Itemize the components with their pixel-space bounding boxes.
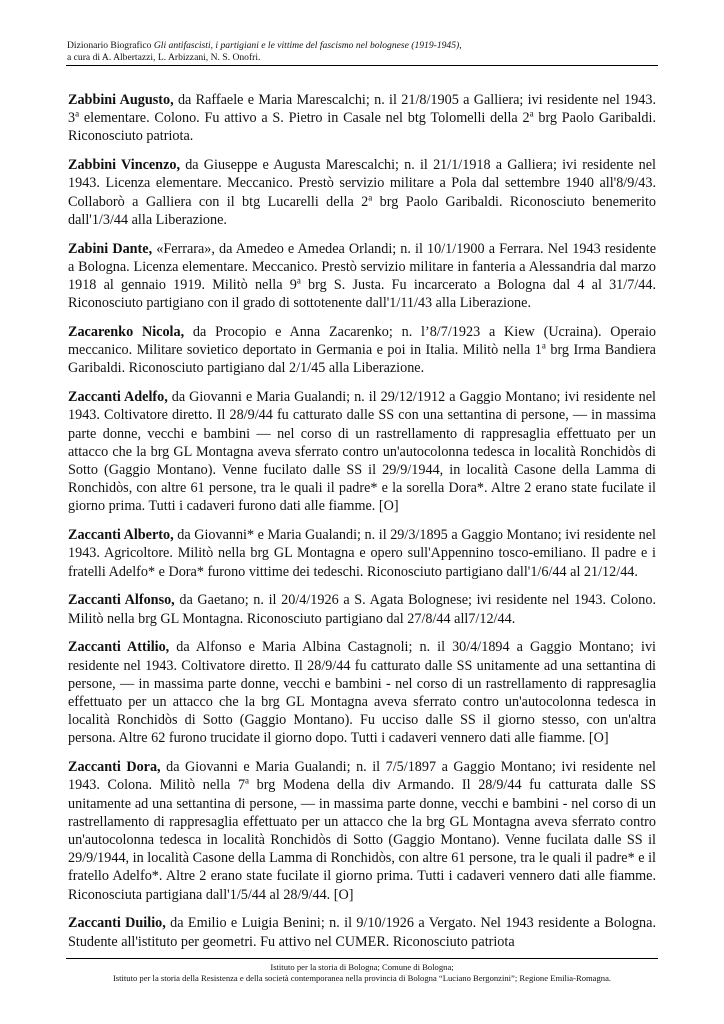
running-header (67, 40, 657, 64)
entry-name: Zacarenko Nicola, (68, 324, 185, 341)
entry-name: Zaccanti Duilio, (68, 915, 166, 932)
entry-text: brg Paolo Garibaldi. Riconosciuto patriota. (68, 110, 656, 145)
entry-name: Zabini Dante, (68, 240, 153, 257)
header-rule (66, 65, 658, 66)
entry-name: Zabbini Augusto, (68, 92, 174, 108)
ordinal-superscript: a (75, 108, 80, 119)
biography-entry (68, 758, 656, 904)
entry-name: Zabbini Vincenzo, (68, 157, 181, 174)
header-editors-line: a cura di A. Albertazzi, L. Arbizzani, N. S. Onofri. (67, 52, 261, 63)
biography-entry (68, 91, 656, 146)
entry-name: Zaccanti Alberto, (68, 527, 174, 544)
entry-text: brg Paolo Garibaldi. Riconosciuto benemerito dall'1/3/44 alla Liberazione. (68, 193, 656, 228)
ordinal-superscript: a (368, 191, 373, 202)
biography-entry (68, 388, 656, 515)
ordinal-superscript: a (296, 275, 301, 286)
entry-text: da Gaetano; n. il 20/4/1926 a S. Agata Bolognese; ivi residente nel 1943. Colono. Militò nella brg GL Montagna. Riconosciuto partigiano dal 27/8/44 all7/12/44. (68, 592, 656, 627)
entry-text: da Giovanni e Maria Gualandi; n. il 29/12/1912 a Gaggio Montano; ivi residente nel 1943. Coltivatore diretto. Il 28/9/44 fu catturato dalle SS con una settantina di persone, — in massima parte donne, vecchi e bambini — nel corso di un rastrellamento di rappresaglia effettuato per un attacco che la brg GL Montagna aveva sferrato contro un'autocolonna tedesca in località Ronchidòs di Sotto (Gaggio Montano). Venne fucilato dalle SS il 29/9/1944, in località Casone della Lamma di Ronchidòs, con altre 61 persone, tra le quali il padre* e la sorella Dora*. Altre 2 erano state fucilate il giorno prima. Tutti i cadaveri furono dati alle fiamme. [O] (68, 389, 656, 515)
entry-text: brg Modena della div Armando. Il 28/9/44 fu catturata dalle SS unitamente ad una settantina di persone, — in massima parte donne, vecchi e bambini - nel corso di un rastrellamento di rappresaglia effettuato per un attacco che la brg GL Montagna aveva sferrato contro un'autocolonna tedesca in località Ronchidòs di Sotto (Gaggio Montano). Venne fucilata dalle SS il 29/9/1944, in località Casone della Lamma di Ronchidòs, con altre 61 persone, tra le quali il padre* e il fratello Adelfo*. Altre 2 erano state fucilate il giorno prima. Tutti i cadaveri vennero dati alle fiamme. Riconosciuta partigiana dall'1/5/44 al 28/9/44. [O] (68, 777, 656, 903)
ordinal-superscript: a (529, 108, 534, 119)
entry-text: da Giuseppe e Augusta Marescalchi; n. il 21/1/1918 a Galliera; ivi residente nel 1943. Licenza elementare. Meccanico. Prestò servizio militare a Pola dal settembre 1940 all'8/9/43. Collaborò a Galliera con il btg Lucarelli della 2 (68, 157, 656, 210)
biography-entry (68, 156, 656, 229)
footer-line-1: Istituto per la storia di Bologna; Comune di Bologna; (270, 962, 454, 972)
biography-entry (68, 591, 656, 627)
biography-entry (68, 526, 656, 581)
entry-name: Zaccanti Adelfo, (68, 389, 168, 406)
biography-entry (68, 638, 656, 747)
header-book-title: Gli antifascisti, i partigiani e le vittime del fascismo nel bolognese (1919-1945) (153, 40, 460, 51)
entry-text: da Giovanni e Maria Gualandi; n. il 7/5/1897 a Gaggio Montano; ivi residente nel 1943. Colona. Militò nella 7 (68, 759, 656, 794)
ordinal-superscript: a (541, 340, 546, 351)
biography-entry (68, 240, 656, 313)
footer-line-2: Istituto per la storia della Resistenza e della società contemporanea nella provincia di Bologna “Luciano Bergonzini”; Regione Emilia-Romagna. (112, 973, 612, 983)
ordinal-superscript: a (245, 775, 250, 786)
entry-text: da Procopio e Anna Zacarenko; n. l’8/7/1923 a Kiew (Ucraina). Operaio meccanico. Militare sovietico deportato in Germania e poi in Italia. Militò nella 1 (68, 324, 656, 359)
header-title-line: Dizionario Biografico Gli antifascisti, i partigiani e le vittime del fascismo nel bolognese (1919-1945), (67, 40, 462, 51)
entry-text: elementare. Colono. Fu attivo a S. Pietro in Casale nel btg Tolomelli della 2 (79, 110, 530, 127)
entry-text: «Ferrara», da Amedeo e Amedea Orlandi; n. il 10/1/1900 a Ferrara. Nel 1943 residente a Bologna. Licenza elementare. Meccanico. Prestò servizio militare in fanteria a Alessandria dal marzo 1918 al gennaio 1919. Militò nella 9 (68, 240, 656, 294)
biography-entry (68, 914, 656, 950)
entry-text: da Giovanni* e Maria Gualandi; n. il 29/3/1895 a Gaggio Montano; ivi residente nel 1943. Agricoltore. Militò nella brg GL Montagna e opero sull'Appennino tosco-emiliano. Il padre e i fratelli Adelfo* e Dora* furono vittime dei tedeschi. Riconosciuto partigiano dall'1/6/44 al 21/12/44. (68, 527, 656, 580)
page-footer (58, 962, 666, 984)
entries-body (68, 91, 656, 961)
biography-entry (68, 323, 656, 378)
entry-text: da Raffaele e Maria Marescalchi; n. il 21/8/1905 a Galliera; ivi residente nel 1943. 3 (68, 92, 657, 127)
footer-rule (66, 958, 658, 959)
entry-name: Zaccanti Attilio, (68, 639, 170, 656)
entry-name: Zaccanti Alfonso, (68, 592, 175, 609)
entry-text: da Emilio e Luigia Benini; n. il 9/10/1926 a Vergato. Nel 1943 residente a Bologna. Studente all'istituto per geometri. Fu attivo nel CUMER. Riconosciuto patriota (68, 915, 656, 950)
entry-text: brg S. Justa. Fu incarcerato a Bologna dal 4 al 31/7/44. Riconosciuto partigiano con il grado di sottotenente dall'1/11/43 alla Liberazione. (68, 277, 656, 312)
entry-text: brg Irma Bandiera Garibaldi. Riconosciuto partigiano dal 2/1/45 alla Liberazione. (68, 342, 656, 377)
entry-name: Zaccanti Dora, (68, 759, 161, 776)
entry-text: da Alfonso e Maria Albina Castagnoli; n. il 30/4/1894 a Gaggio Montano; ivi residente nel 1943. Coltivatore diretto. Il 28/9/44 fu catturato dalle SS unitamente ad una settantina di persone, — in massima parte donne, vecchi e bambini - nel corso di un rastrellamento di rappresaglia effettuato per un attacco che la brg GL Montagna aveva sferrato contro un'autocolonna tedesca in località Ronchidòs di Sotto (Gaggio Montano). Fu ucciso dalle SS il giorno stesso, con un'altra persona. Altre 62 furono trucidate il giorno dopo. Tutti i cadaveri vennero dati alle fiamme. [O] (68, 639, 656, 747)
